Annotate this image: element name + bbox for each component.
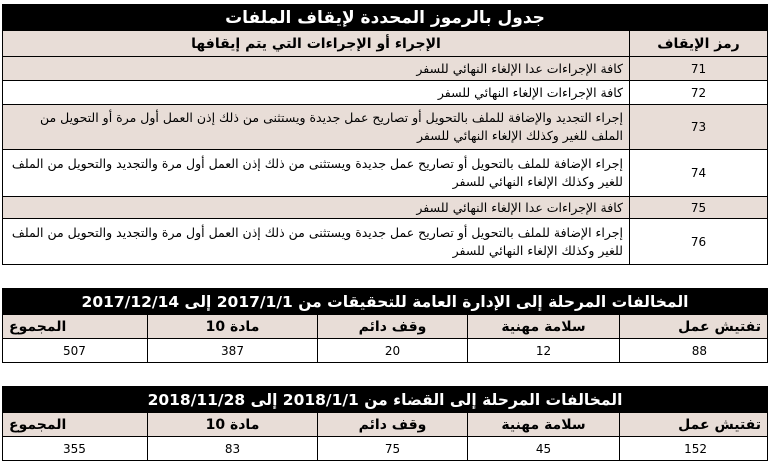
judiciary-stats-title: المخالفات المرحلة إلى القضاء من 2018/1/1 إلى 2018/11/28 (2, 386, 768, 412)
table-row (3, 57, 768, 81)
code-cell: 74 (630, 150, 768, 197)
header-action: الإجراء أو الإجراءات التي يتم إيقافها (3, 31, 630, 57)
value-article-10: 83 (148, 437, 318, 461)
code-cell: 73 (630, 105, 768, 150)
action-cell: إجراء الإضافة للملف بالتحويل أو تصاريح عمل جديدة ويستثنى من ذلك إذن العمل أول مرة والتجديد والتحويل من الملف للغير وكذلك الإلغاء النهائي للسفر (3, 150, 630, 197)
header-occupational-safety: سلامة مهنية (468, 315, 620, 339)
value-labor-inspection: 88 (620, 339, 768, 363)
table-row (3, 81, 768, 105)
action-cell: كافة الإجراءات عدا الإلغاء النهائي للسفر (3, 197, 630, 219)
judiciary-stats-table (2, 412, 768, 461)
investigations-stats-table (2, 314, 768, 363)
value-permanent-stop: 75 (318, 437, 468, 461)
table-row (3, 219, 768, 265)
value-occupational-safety: 12 (468, 339, 620, 363)
value-total: 507 (3, 339, 148, 363)
header-permanent-stop: وقف دائم (318, 413, 468, 437)
code-cell: 75 (630, 197, 768, 219)
value-article-10: 387 (148, 339, 318, 363)
stats-header-row (3, 315, 768, 339)
codes-table-title: جدول بالرموز المحددة لإيقاف الملفات (2, 4, 768, 30)
value-permanent-stop: 20 (318, 339, 468, 363)
stats-header-row (3, 413, 768, 437)
code-cell: 71 (630, 57, 768, 81)
judiciary-stats-block (2, 386, 768, 461)
table-row (3, 150, 768, 197)
table-row (3, 197, 768, 219)
value-labor-inspection: 152 (620, 437, 768, 461)
table-row (3, 105, 768, 150)
action-cell: كافة الإجراءات الإلغاء النهائي للسفر (3, 81, 630, 105)
header-article-10: مادة 10 (148, 413, 318, 437)
codes-table-header-row (3, 31, 768, 57)
header-labor-inspection: تفتيش عمل (620, 315, 768, 339)
header-code: رمز الإيقاف (630, 31, 768, 57)
action-cell: إجراء الإضافة للملف بالتحويل أو تصاريح عمل جديدة ويستثنى من ذلك إذن العمل أول مرة والتجديد والتحويل من الملف للغير وكذلك الإلغاء النهائي للسفر (3, 219, 630, 265)
header-total: المجموع (3, 315, 148, 339)
action-cell: كافة الإجراءات عدا الإلغاء النهائي للسفر (3, 57, 630, 81)
header-article-10: مادة 10 (148, 315, 318, 339)
code-cell: 72 (630, 81, 768, 105)
investigations-stats-block (2, 288, 768, 363)
stats-value-row (3, 339, 768, 363)
codes-table (2, 30, 768, 265)
stats-value-row (3, 437, 768, 461)
value-total: 355 (3, 437, 148, 461)
codes-table-block (2, 4, 768, 265)
action-cell: إجراء التجديد والإضافة للملف بالتحويل أو تصاريح عمل جديدة ويستثنى من ذلك إذن العمل أول مرة أو التحويل من الملف للغير وكذلك الإلغاء النهائي للسفر (3, 105, 630, 150)
code-cell: 76 (630, 219, 768, 265)
value-occupational-safety: 45 (468, 437, 620, 461)
investigations-stats-title: المخالفات المرحلة إلى الإدارة العامة للتحقيقات من 2017/1/1 إلى 2017/12/14 (2, 288, 768, 314)
header-permanent-stop: وقف دائم (318, 315, 468, 339)
header-occupational-safety: سلامة مهنية (468, 413, 620, 437)
header-labor-inspection: تفتيش عمل (620, 413, 768, 437)
header-total: المجموع (3, 413, 148, 437)
